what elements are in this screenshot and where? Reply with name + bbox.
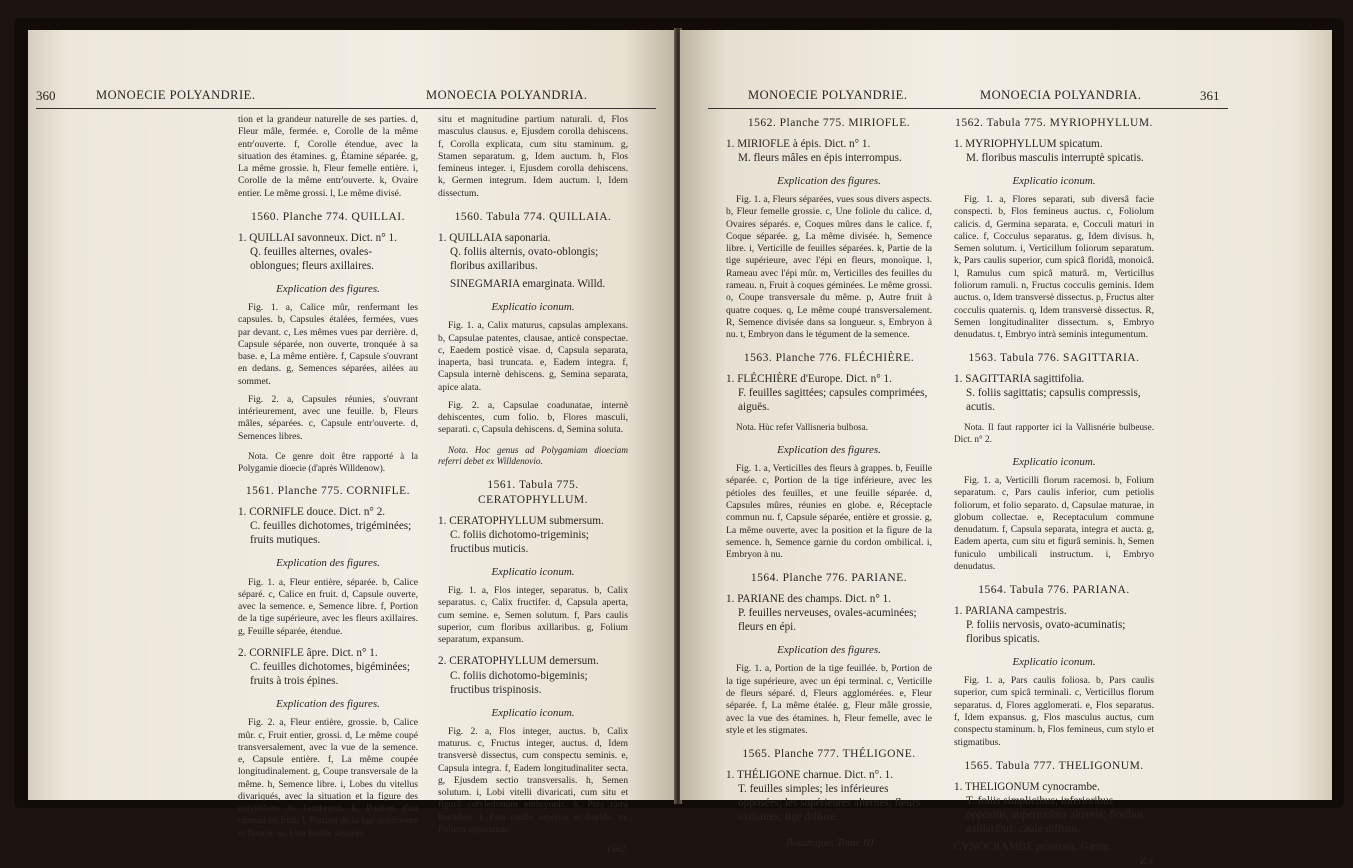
genus-heading: 1564. Planche 776. PARIANE. [750,572,908,585]
explanation-heading: Explication des figures. [276,698,380,711]
explanation-heading: Explication des figures. [276,557,380,570]
right-page [680,30,1332,868]
figure-explanation: Fig. 1. a, Calix maturus, capsulas amplexans. b, Capsulae patentes, clausae, anticè conspectae. c, Eaedem posticè visae. d, Capsula separata, inaperta, basi truncata. e, Eadem integra. f, Capsula internè dehiscens. g, Semina separata, apice alata. [438,320,628,393]
book-spread [14,18,1344,868]
header-rule [708,108,1228,109]
species-description: F. feuilles sagittées; capsules comprimées, aiguës. [738,387,928,414]
explanation-heading: Explicatio iconum. [491,301,575,314]
species-entry: 1. QUILLAIA saponaria. [438,231,551,244]
page-number: 361 [1200,88,1220,103]
figure-explanation: Fig. 1. a, Flos integer, separatus. b, Calix separatus. c, Calix fructifer. d, Capsula aperta, cum semine. e, Semen solutum. f, Pars caulis superior, cum floribus axillaribus. g, Folium separatum, expansum. [438,585,628,646]
species-entry: 1. MYRIOPHYLLUM spicatum. [954,137,1103,150]
signature-mark: Z z [1139,855,1154,868]
explanation-heading: Explicatio iconum. [491,706,575,719]
species-entry: 1. SAGITTARIA sagittifolia. [954,373,1085,386]
genus-heading: 1565. Planche 777. THÉLIGONE. [742,748,916,761]
french-column [726,114,932,850]
catchword: 1562. [606,844,628,856]
genus-heading: 1561. Planche 775. CORNIFLE. [245,485,411,498]
running-head-french: MONOECIE POLYANDRIE. [748,88,908,102]
nota: Nota. Ce genre doit être rapporté à la Polygamie dioecie (d'après Willdenow). [238,450,418,473]
species-description: T. foliis simplicibus; inferioribus oppositis, superioribus alternis; floribus axillaribus; caule diffuso. [966,794,1144,835]
figure-explanation: Fig. 1. a, Verticilli florum racemosi. b, Folium separatum. c, Pars caulis inferior, cum petiolis foliorum, et folio separato. d, Capsulae maturae, in globum collectae. e, Receptaculum commune denudatum. f, Capsula separata, integra et aucta. g, Eadem aperta, cum situ et figurâ seminis. h, Semen funiculo umbilicali instructum. i, Embryo denudatus. [954,474,1154,572]
french-column [238,114,418,841]
nota: Nota. Il faut rapporter ici la Vallisnérie bulbeuse. Dict. n° 2. [954,422,1154,445]
running-head-latin: MONOECIA POLYANDRIA. [980,88,1142,102]
genus-heading: 1563. Planche 776. FLÉCHIÈRE. [743,352,915,365]
figure-explanation: Fig. 1. a, Pars caulis foliosa. b, Pars caulis superior, cum spicâ terminali. c, Verticillus florum separatus. d, Flores agglomerati. e, Flos separatus. f, Idem expansus. g, Flos masculus auctus, cum conspectu staminum. h, Flos femineus, cum stylo et stigmatibus. [954,675,1154,748]
running-head-latin: MONOECIA POLYANDRIA. [426,88,588,102]
running-head-french: MONOECIE POLYANDRIE. [96,88,256,102]
nota: Nota. Hùc refer Vallisneria bulbosa. [736,422,868,433]
figure-explanation: Fig. 2. a, Fleur entière, grossie. b, Calice mûr. c, Fruit entier, grossi. d, Le même coupé transversalement, avec la vue de la semence. e, Capsule entière. f, La même coupée longitudinalement. g, Coupe transversale de la même. h, Semence libre. i, Lobes du vitellus divariqués, avec la situation et la figure des cotylédons de l'embryon. k, Portion d'un rameau en fruit. l, Portion de la tige supérieure et fleurie. m, Une feuille séparée. [238,717,418,839]
species-description: C. foliis dichotomo-trigeminis; fructibus muticis. [450,529,589,555]
species-entry: 2. CERATOPHYLLUM demersum. [438,655,599,668]
species-description: Q. feuilles alternes, ovales-oblongues; fleurs axillaires. [250,245,374,272]
figure-explanation: Fig. 1. a, Fleurs séparées, vues sous divers aspects. b, Fleur femelle grossie. c, Une foliole du calice. d, Ovaires séparés. e, Coques mûres dans le calice. f, Coque séparée. g, La même divisée. h, Semence libre. i, Verticille de feuilles séparées. k, Partie de la tige supérieure, avec l'épi en fleurs, monoïque. l, Rameau avec l'épi mûr. m, Verticilles des feuilles du rameau. n, Fruit à coques géminées. Le même grossi. o, Coupe transversale du même. p, Autre fruit à quatre coques. q, Le même coupé transversalement. R, Semence divisée dans sa longueur. s, Embryon à nu. t, Embryon dans le tégument de la semence. [726,194,932,341]
genus-heading: 1560. Tabula 774. QUILLAIA. [454,210,612,223]
species-description: C. foliis dichotomo-bigeminis; fructibus trispinosis. [450,669,588,696]
paragraph: tion et la grandeur naturelle de ses parties. d, Fleur mâle, fermée. e, Corolle de la même entr'ouverte. f, Corolle étendue, avec la situation des étamines. g, Étamine séparée. g, La même grossie. h, Fleur femelle entière. i, Corolle de la même entr'ouverte. k, Ovaire entier. Le même grossi. l, Le même divisé. [238,114,418,199]
species-entry: 1. PARIANE des champs. Dict. n° 1. [726,593,892,606]
species-description: Q. foliis alternis, ovato-oblongis; floribus axillaribus. [450,245,599,272]
figure-explanation: Fig. 1. a, Portion de la tige feuillée. b, Portion de la tige supérieure, avec un épi terminal. c, Verticille de fleurs séparé. d, Fleurs agglomérées. e, Fleur séparée. f, La même étalée. g, Fleur mâle grossie, avec la vue des étamines. h, Fleur femelle, avec le style et les stigmates. [726,663,932,736]
species-description: T. feuilles simples; les inférieures opposées; les supérieures alternes; fleurs axillaires; tige diffuse. [738,783,921,824]
explanation-heading: Explicatio iconum. [1012,175,1096,188]
species-entry: 1. FLÉCHIÈRE d'Europe. Dict. n° 1. [726,373,892,386]
latin-column [438,114,628,856]
page-number: 360 [36,88,56,103]
explanation-heading: Explicatio iconum. [491,566,575,578]
genus-heading: 1564. Tabula 776. PARIANA. [978,584,1130,597]
nota: Nota. Hoc genus ad Polygamiam dioeciam referri debet ex Willdenovio. [438,444,628,467]
left-page [28,30,676,856]
figure-explanation: Fig. 1. a, Fleur entière, séparée. b, Calice séparé. c, Calice en fruit. d, Capsule ouverte, avec la semence. e, Semence libre. f, Portion de la tige supérieure, avec les fleurs axillaires. g, Feuille séparée, étendue. [238,576,418,637]
species-entry: 1. CERATOPHYLLUM submersum. [438,514,604,527]
synonym: CYNOCRAMBE prostrata. Gærtn. [954,840,1112,853]
paragraph: situ et magnitudine partium naturali. d, Flos masculus clausus. e, Ejusdem corolla dehiscens. f, Corolla explicata, cum situ staminum. g, Stamen separatum. g, Idem auctum. h, Flos femineus integer. i, Ejusdem corolla dehiscens. k, Germen integrum. Idem auctum. l, Idem dissectum. [438,114,628,199]
explanation-heading: Explicatio iconum. [1012,455,1096,468]
genus-heading: 1560. Planche 774. QUILLAI. [250,210,406,223]
species-description: S. foliis sagittatis; capsulis compressis, acutis. [966,387,1141,414]
species-description: M. fleurs mâles en épis interrompus. [738,152,902,165]
species-entry: 1. PARIANA campestris. [954,604,1067,617]
species-description: P. feuilles nerveuses, ovales-acuminées; fleurs en épi. [738,607,917,634]
species-description: C. feuilles dichotomes, trigéminées; fruits mutiques. [250,520,412,547]
explanation-heading: Explication des figures. [777,444,881,457]
genus-heading: 1563. Tabula 776. SAGITTARIA. [968,352,1140,365]
species-description: P. foliis nervosis, ovato-acuminatis; floribus spicatis. [966,619,1126,646]
synonym: SINEGMARIA emarginata. Willd. [450,277,606,290]
genus-heading: 1561. Tabula 775. CERATOPHYLLUM. [478,479,588,506]
species-entry: 1. CORNIFLE douce. Dict. n° 2. [238,506,386,519]
figure-explanation: Fig. 1. a, Calice mûr, renfermant les capsules. b, Capsules étalées, fermées, vues par devant. c, Les mêmes vues par derrière. d, Capsule séparée, non ouverte, tronquée à sa base. e, La même entière. f, Capsule s'ouvrant en dedans. g, Semences séparées, ailées au sommet. [238,301,418,387]
species-entry: 1. THÉLIGONE charnue. Dict. n°. 1. [726,768,894,781]
species-entry: 1. MIRIOFLE à épis. Dict. n° 1. [726,137,871,150]
figure-explanation: Fig. 2. a, Capsules réunies, s'ouvrant intérieurement, avec une feuille. b, Fleurs mâles, séparées. c, Capsule entr'ouverte. d, Semences libres. [238,393,418,442]
genus-heading: 1562. Tabula 775. MYRIOPHYLLUM. [955,117,1153,129]
species-entry: 1. THELIGONUM cynocrambe. [954,780,1100,793]
figure-explanation: Fig. 1. a, Flores separati, sub diversâ facie conspecti. b, Flos femineus auctus. c, Foliolum calicis. d, Germina separata. e, Cocculi maturi in calice. f, Cocculus separatus. g, Idem divisus. h, Semen solutum. i, Verticillum foliorum separatum. k, Pars caulis superior, cum spicâ floridâ, monoicâ. l, Ramulus cum spicâ maturâ. m, Verticillus foliorum ramuli. n, Fructus cocculis geminis. Idem auctus. o, Idem transversè dissectus. p, Fructus alter cocculis quaternis. q, Idem transversè dissectus. R, Semen longitudinaliter dissectum. s, Embryo denudatus. t, Embryo intrà seminis integumentum. [954,194,1154,341]
figure-explanation: Fig. 2. a, Capsulae coadunatae, internè dehiscentes, cum folio. b, Flores masculi, separati. c, Capsula dehiscens. d, Semina soluta. [438,399,628,436]
page-footer: Botanique. Tome III. [786,837,877,850]
species-entry: 2. CORNIFLE âpre. Dict. n° 1. [238,646,378,659]
genus-heading: 1565. Tabula 777. THELIGONUM. [964,759,1144,772]
explanation-heading: Explication des figures. [777,175,881,188]
figure-explanation: Fig. 1. a, Verticilles des fleurs à grappes. b, Feuille séparée. c, Portion de la tige inférieure, avec les pétioles des feuilles, et une feuille séparée. d, Capsules mûres, réunies en globe. e, Réceptacle commun nu. f, Capsule séparée, entière et grossie. g, La même ouverte, avec la position et la figure de la semence. h, Semence garnie du cordon ombilical. i, Embryon à nu. [726,463,932,561]
genus-heading: 1562. Planche 775. MIRIOFLE. [747,117,911,129]
latin-column [954,114,1154,868]
species-entry: 1. QUILLAI savonneux. Dict. n° 1. [238,231,397,244]
header-rule [36,108,656,109]
species-description: M. floribus masculis interruptè spicatis. [966,152,1144,165]
explanation-heading: Explicatio iconum. [1012,656,1096,669]
explanation-heading: Explication des figures. [777,644,881,657]
explanation-heading: Explication des figures. [276,282,380,295]
species-description: C. feuilles dichotomes, bigéminées; fruits à trois épines. [250,661,411,688]
figure-explanation: Fig. 2. a, Flos integer, auctus. b, Calix maturus. c, Fructus integer, auctus. d, Idem transversè dissectus, cum conspectu seminis. e, Capsula integra. f, Eadem longitudinaliter secta. g, Ejusdem sectio transversalis. h, Semen solutum. i, Lobi vitelli divaricati, cum situ et figurâ cotyledonum embryonis. k, Pars rami fructiferi. l, Pars caulis superior et florida. m, Folium separatum. [438,725,628,835]
